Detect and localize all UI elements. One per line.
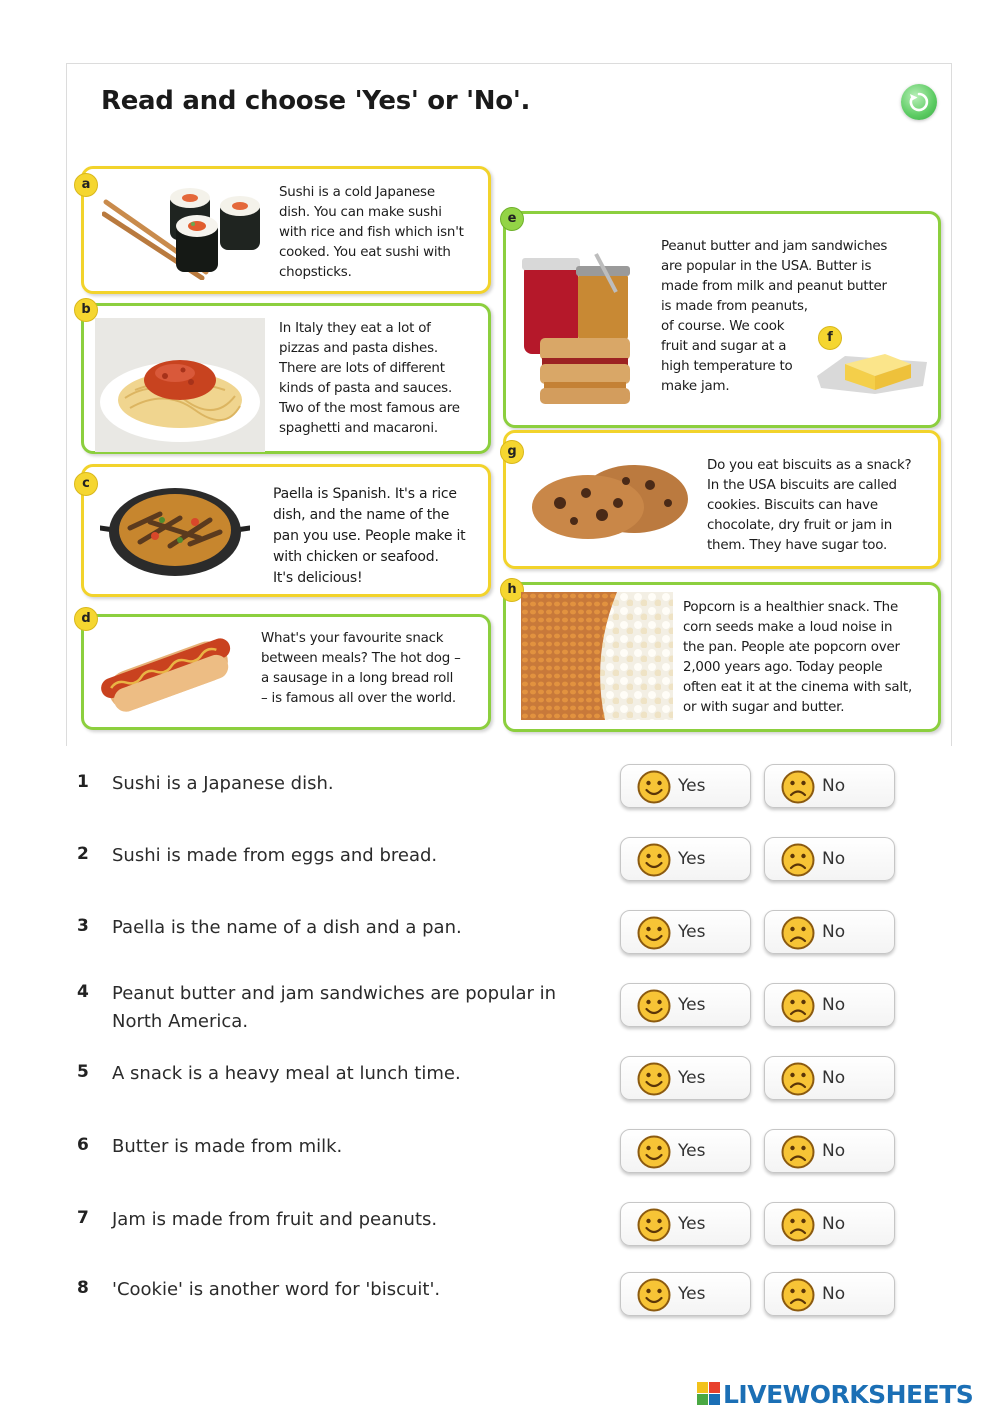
question-number: 2 xyxy=(77,844,89,864)
question-number: 6 xyxy=(77,1135,89,1155)
spaghetti-image xyxy=(95,318,265,452)
card-b-text: In Italy they eat a lot of pizzas and pasta dishes. There are lots of different kinds of pasta and sauces. Two of the most famous are spaghetti and macaroni. xyxy=(279,321,460,436)
no-label: No xyxy=(822,995,846,1015)
card-d-text: What's your favourite snack between meals? The hot dog – a sausage in a long bread roll – is famous all over the world. xyxy=(261,631,461,706)
no-button-4[interactable] xyxy=(764,983,895,1027)
no-button-8[interactable] xyxy=(764,1272,895,1316)
question-text: Sushi is made from eggs and bread. xyxy=(112,845,438,866)
no-label: No xyxy=(822,849,846,869)
question-number: 4 xyxy=(77,982,89,1002)
card-c-text: Paella is Spanish. It's a rice dish, and the name of the pan you use. People make it with chicken or seafood. It's delicious! xyxy=(273,486,466,586)
no-label: No xyxy=(822,1284,846,1304)
sad-face-icon xyxy=(781,1062,815,1100)
badge-f: f xyxy=(818,326,842,350)
card-e-text: Peanut butter and jam sandwiches are popular in the USA. Butter is made from milk and peanut butter is made from peanuts, of course. We cook fruit and sugar at a high temperature to make jam. xyxy=(661,239,888,394)
refresh-button[interactable] xyxy=(901,84,937,120)
question-number: 8 xyxy=(77,1278,89,1298)
no-label: No xyxy=(822,1141,846,1161)
refresh-icon xyxy=(908,91,930,113)
cookies-image xyxy=(530,455,690,541)
yes-button-3[interactable] xyxy=(620,910,751,954)
badge-h: h xyxy=(500,578,524,602)
badge-b: b xyxy=(74,298,98,322)
badge-c: c xyxy=(74,472,98,496)
no-button-2[interactable] xyxy=(764,837,895,881)
yes-label: Yes xyxy=(678,1284,706,1304)
badge-d: d xyxy=(74,607,98,631)
question-text: A snack is a heavy meal at lunch time. xyxy=(112,1063,461,1084)
smiley-face-icon xyxy=(637,843,671,881)
question-text: Sushi is a Japanese dish. xyxy=(112,773,334,794)
question-number: 7 xyxy=(77,1208,89,1228)
question-text: Jam is made from fruit and peanuts. xyxy=(112,1209,438,1230)
no-button-1[interactable] xyxy=(764,764,895,808)
no-button-7[interactable] xyxy=(764,1202,895,1246)
yes-label: Yes xyxy=(678,1141,706,1161)
no-button-6[interactable] xyxy=(764,1129,895,1173)
smiley-face-icon xyxy=(637,1062,671,1100)
no-label: No xyxy=(822,1068,846,1088)
smiley-face-icon xyxy=(637,1135,671,1173)
sad-face-icon xyxy=(781,770,815,808)
yes-button-7[interactable] xyxy=(620,1202,751,1246)
smiley-face-icon xyxy=(637,916,671,954)
no-label: No xyxy=(822,1214,846,1234)
card-g-text: Do you eat biscuits as a snack? In the USA biscuits are called cookies. Biscuits can have chocolate, dry fruit or jam in them. They have sugar too. xyxy=(707,458,912,553)
sad-face-icon xyxy=(781,843,815,881)
yes-button-8[interactable] xyxy=(620,1272,751,1316)
yes-label: Yes xyxy=(678,849,706,869)
question-text: Peanut butter and jam sandwiches are popular in North America. xyxy=(112,983,557,1032)
question-number: 3 xyxy=(77,916,89,936)
sushi-image xyxy=(102,180,264,280)
hotdog-image xyxy=(97,622,237,722)
card-a-text: Sushi is a cold Japanese dish. You can make sushi with rice and fish which isn't cooked. You eat sushi with chopsticks. xyxy=(279,185,464,280)
yes-button-5[interactable] xyxy=(620,1056,751,1100)
yes-button-6[interactable] xyxy=(620,1129,751,1173)
liveworksheets-logo-icon xyxy=(697,1382,721,1406)
sad-face-icon xyxy=(781,1135,815,1173)
question-text: 'Cookie' is another word for 'biscuit'. xyxy=(112,1279,441,1300)
sad-face-icon xyxy=(781,989,815,1027)
badge-g: g xyxy=(500,440,524,464)
sad-face-icon xyxy=(781,916,815,954)
badge-a: a xyxy=(74,173,98,197)
smiley-face-icon xyxy=(637,1278,671,1316)
no-label: No xyxy=(822,922,846,942)
question-text: Paella is the name of a dish and a pan. xyxy=(112,917,462,938)
yes-button-2[interactable] xyxy=(620,837,751,881)
no-button-3[interactable] xyxy=(764,910,895,954)
brand-name: LIVEWORKSHEETS xyxy=(723,1379,974,1409)
popcorn-image xyxy=(521,592,673,720)
question-number: 5 xyxy=(77,1062,89,1082)
yes-label: Yes xyxy=(678,1214,706,1234)
smiley-face-icon xyxy=(637,989,671,1027)
yes-label: Yes xyxy=(678,995,706,1015)
paella-image xyxy=(100,478,250,582)
yes-button-1[interactable] xyxy=(620,764,751,808)
no-label: No xyxy=(822,776,846,796)
sad-face-icon xyxy=(781,1278,815,1316)
butter-image xyxy=(815,346,930,396)
yes-label: Yes xyxy=(678,1068,706,1088)
yes-label: Yes xyxy=(678,776,706,796)
smiley-face-icon xyxy=(637,1208,671,1246)
sad-face-icon xyxy=(781,1208,815,1246)
smiley-face-icon xyxy=(637,770,671,808)
no-button-5[interactable] xyxy=(764,1056,895,1100)
badge-e: e xyxy=(500,207,524,231)
yes-button-4[interactable] xyxy=(620,983,751,1027)
question-text: Butter is made from milk. xyxy=(112,1136,343,1157)
page-title: Read and choose 'Yes' or 'No'. xyxy=(101,86,531,116)
yes-label: Yes xyxy=(678,922,706,942)
brand-logo[interactable] xyxy=(697,1378,973,1410)
sandwich-image xyxy=(518,252,643,408)
card-h-text: Popcorn is a healthier snack. The corn seeds make a loud noise in the pan. People ate popcorn over 2,000 years ago. Today people often eat it at the cinema with salt, or with sugar and butter. xyxy=(683,600,913,715)
question-number: 1 xyxy=(77,772,89,792)
